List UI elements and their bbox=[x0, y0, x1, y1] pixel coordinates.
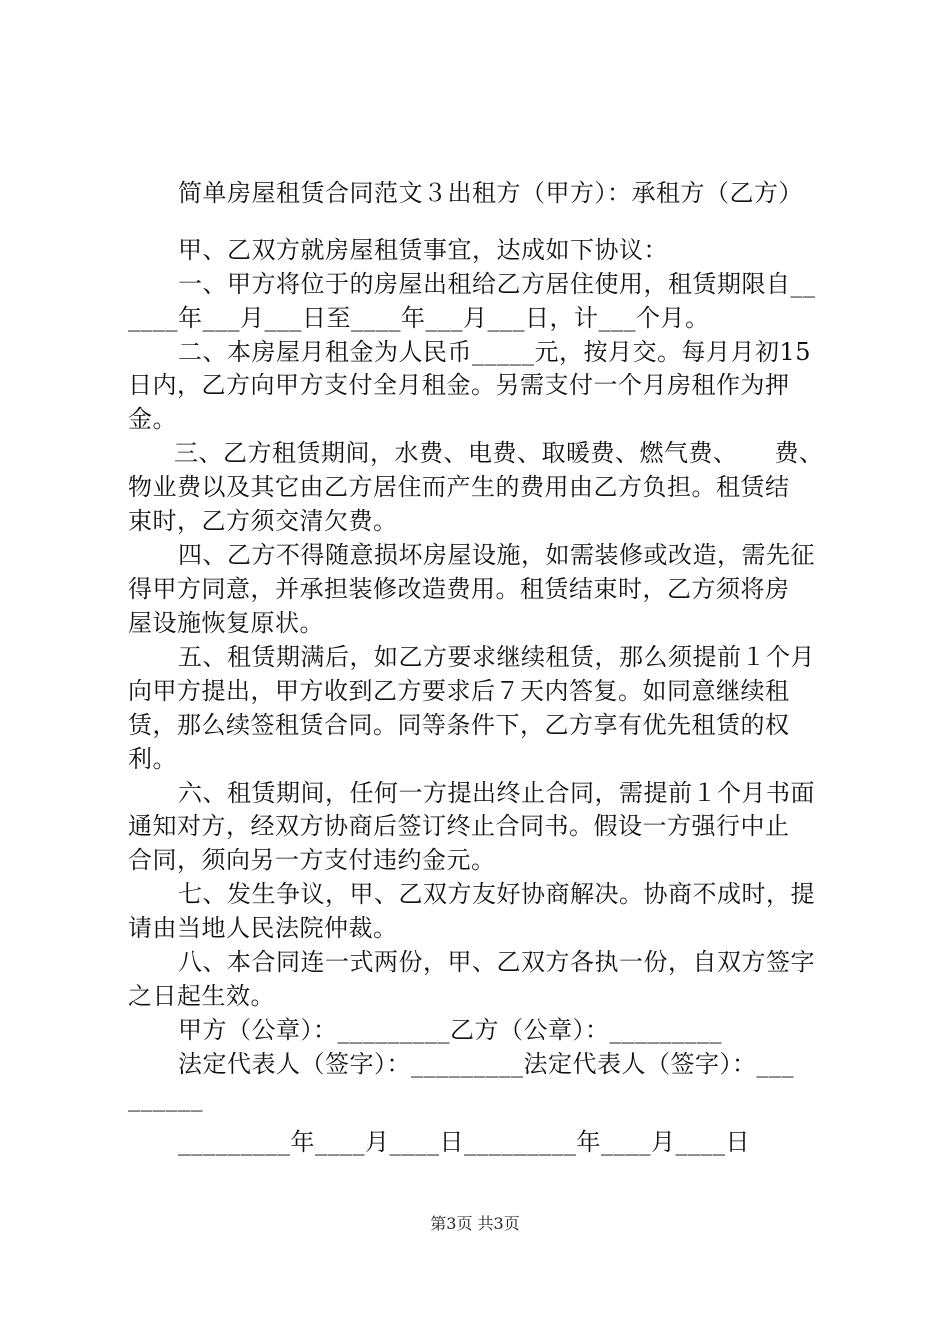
signature-representatives-line: 法定代表人（签字）：_________法定代表人（签字）：___ bbox=[178, 1050, 794, 1078]
clause-4-line-3: 屋设施恢复原状。 bbox=[128, 609, 324, 637]
clause-4-line-1: 四、乙方不得随意损坏房屋设施，如需装修或改造，需先征 bbox=[178, 541, 815, 569]
page-number: 第3页 共3页 bbox=[430, 1214, 520, 1233]
clause-5-line-3: 赁，那么续签租赁合同。同等条件下，乙方享有优先租赁的权 bbox=[128, 711, 790, 739]
clause-5-line-1: 五、租赁期满后，如乙方要求继续租赁，那么须提前１个月 bbox=[178, 643, 815, 671]
clause-6-line-2: 通知对方，经双方协商后签订终止合同书。假设一方强行中止 bbox=[128, 812, 790, 840]
clause-2-line-2: 日内，乙方向甲方支付全月租金。另需支付一个月房租作为押 bbox=[128, 371, 790, 399]
clause-5-line-4: 利。 bbox=[128, 745, 177, 773]
clause-3-line-3: 束时，乙方须交清欠费。 bbox=[128, 507, 398, 535]
clause-1-line-1: 一、甲方将位于的房屋出租给乙方居住使用，租赁期限自__ bbox=[178, 270, 816, 298]
signature-seals-line: 甲方（公章）：_________乙方（公章）：_________ bbox=[178, 1016, 722, 1044]
document-title-line: 简单房屋租赁合同范文３出租方（甲方）：承租方（乙方） bbox=[178, 179, 803, 207]
clause-2-line-3: 金。 bbox=[128, 405, 177, 433]
signature-representatives-continuation: ______ bbox=[128, 1084, 203, 1112]
clause-7-line-2: 请由当地人民法院仲裁。 bbox=[128, 914, 398, 942]
clause-7-line-1: 七、发生争议，甲、乙双方友好协商解决。协商不成时，提 bbox=[178, 880, 815, 908]
clause-6-line-3: 合同，须向另一方支付违约金元。 bbox=[128, 846, 496, 874]
clause-1-line-2: ____年___月___日至____年___月___日，计___个月。 bbox=[128, 304, 710, 332]
clause-3-line-1: 三、乙方租赁期间，水费、电费、取暖费、燃气费、 费、 bbox=[174, 439, 824, 467]
clause-5-line-2: 向甲方提出，甲方收到乙方要求后７天内答复。如同意继续租 bbox=[128, 677, 790, 705]
clause-6-line-1: 六、租赁期间，任何一方提出终止合同，需提前１个月书面 bbox=[178, 779, 815, 807]
clause-3-line-2: 物业费以及其它由乙方居住而产生的费用由乙方负担。租赁结 bbox=[128, 473, 790, 501]
clause-8-line-1: 八、本合同连一式两份，甲、乙双方各执一份，自双方签字 bbox=[178, 948, 815, 976]
clause-8-line-2: 之日起生效。 bbox=[128, 982, 275, 1010]
signature-dates-line: _________年____月____日_________年____月____日 bbox=[178, 1128, 750, 1156]
paragraph-intro: 甲、乙双方就房屋租赁事宜，达成如下协议： bbox=[178, 236, 668, 264]
clause-2-line-1: 二、本房屋月租金为人民币_____元，按月交。每月月初15 bbox=[178, 338, 812, 366]
clause-4-line-2: 得甲方同意，并承担装修改造费用。租赁结束时，乙方须将房 bbox=[128, 575, 790, 603]
